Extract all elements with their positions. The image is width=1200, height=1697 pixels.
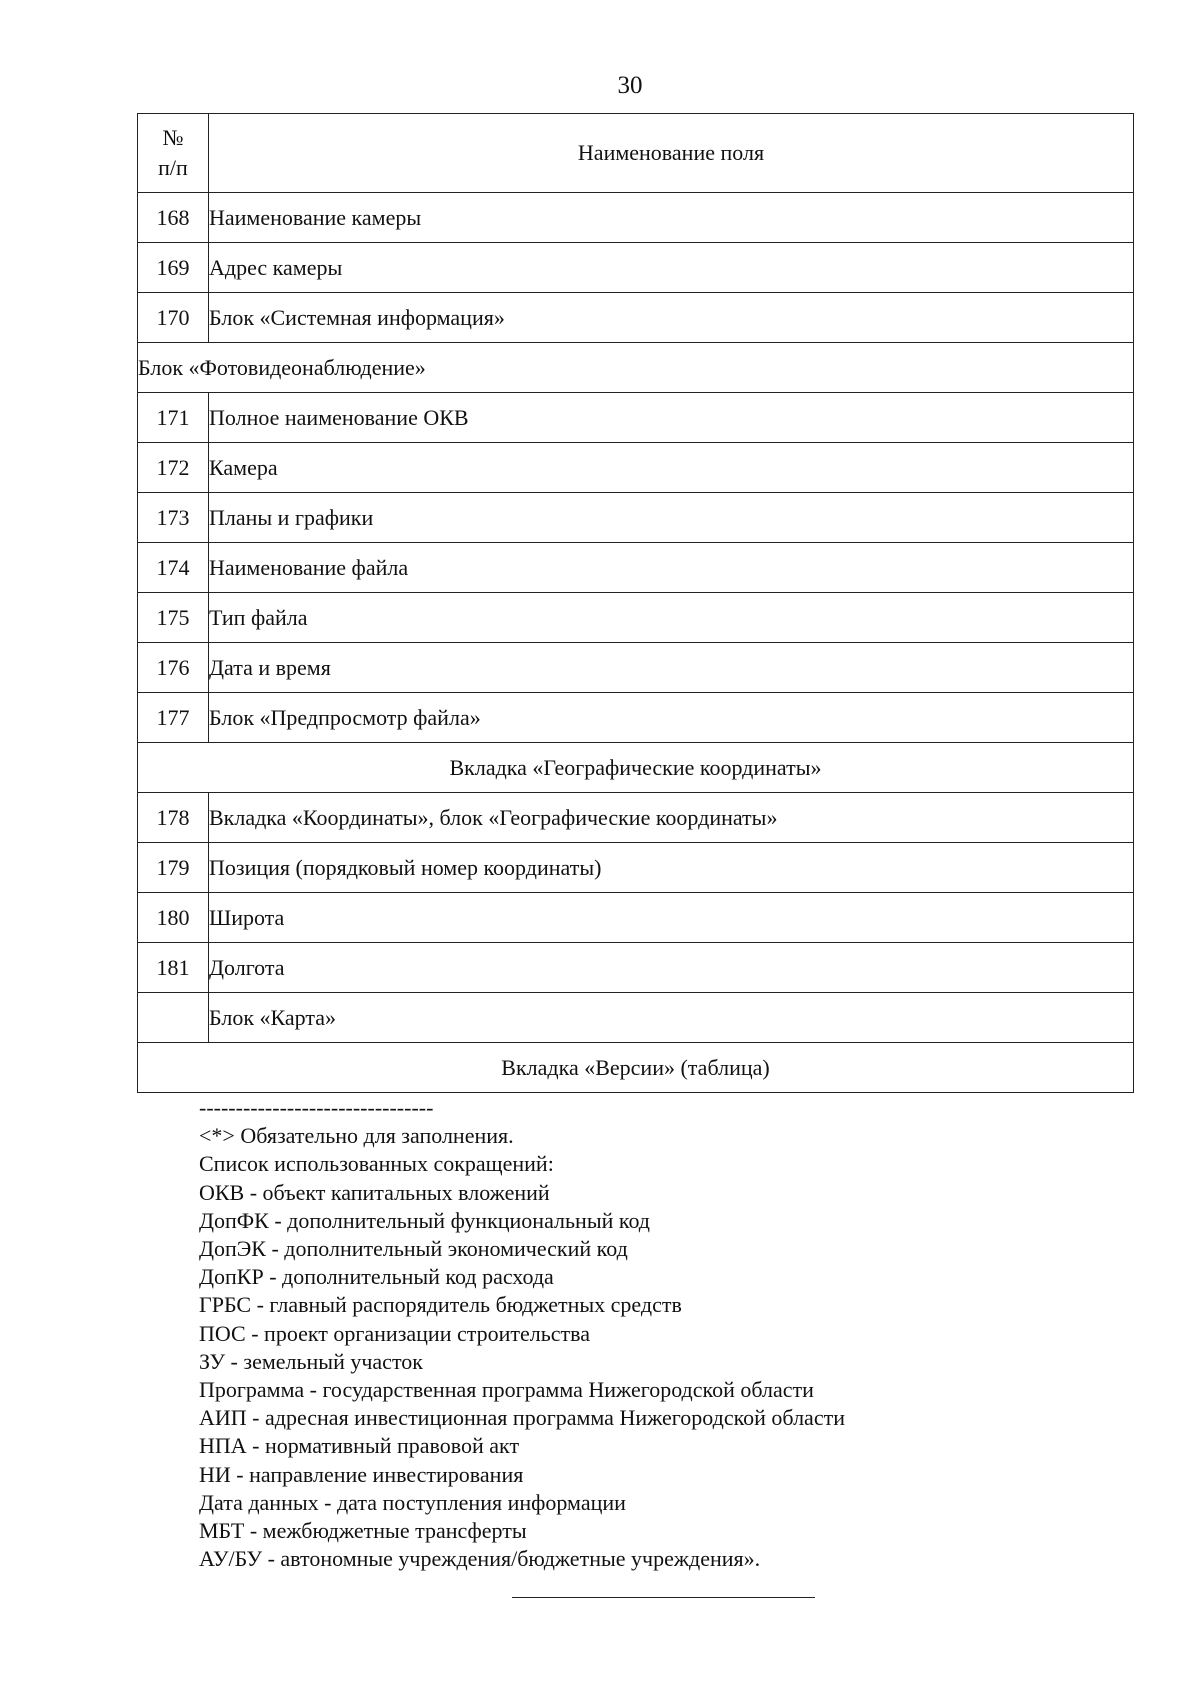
footnote-line: ДопЭК - дополнительный экономический код — [199, 1236, 628, 1262]
row-field-name: Наименование файла — [209, 543, 1134, 593]
table-row — [138, 1043, 1134, 1093]
footnote-line: <*> Обязательно для заполнения. — [199, 1123, 514, 1149]
table-row — [138, 243, 1134, 293]
row-number: 171 — [138, 393, 209, 443]
row-number: 170 — [138, 293, 209, 343]
footnote-line: ДопФК - дополнительный функциональный код — [199, 1207, 650, 1233]
fields-table — [137, 113, 1134, 1093]
row-number: 177 — [138, 693, 209, 743]
row-number: 173 — [138, 493, 209, 543]
row-field-name: Широта — [209, 893, 1134, 943]
table-row — [138, 193, 1134, 243]
table-header-row — [138, 114, 1134, 193]
row-field-name: Камера — [209, 443, 1134, 493]
table-row — [138, 743, 1134, 793]
footnote-line: ДопКР - дополнительный код расхода — [199, 1264, 554, 1290]
section-heading: Вкладка «Географические координаты» — [138, 743, 1134, 793]
row-number: 181 — [138, 943, 209, 993]
row-field-name: Адрес камеры — [209, 243, 1134, 293]
header-name-label: Наименование поля — [577, 140, 765, 165]
header-number-cell — [138, 114, 209, 193]
row-number: 169 — [138, 243, 209, 293]
row-number: 172 — [138, 443, 209, 493]
abbreviation-list — [199, 1122, 1099, 1573]
table-row — [138, 343, 1134, 393]
footnote-line: АУ/БУ - автономные учреждения/бюджетные учреждения». — [199, 1546, 761, 1572]
table-row — [138, 793, 1134, 843]
footnote-line: НИ - направление инвестирования — [199, 1461, 524, 1487]
footnote-line: ГРБС - главный распорядитель бюджетных средств — [199, 1292, 682, 1318]
table-row — [138, 493, 1134, 543]
footnote-line: ОКВ - объект капитальных вложений — [199, 1179, 550, 1205]
footnotes — [199, 1094, 1099, 1573]
row-number: 179 — [138, 843, 209, 893]
header-name-cell — [209, 114, 1134, 193]
footnote-line: Программа - государственная программа Нижегородской области — [199, 1377, 814, 1403]
row-field-name: Тип файла — [209, 593, 1134, 643]
section-heading: Блок «Фотовидеонаблюдение» — [138, 343, 1134, 393]
end-rule — [512, 1597, 815, 1598]
table-row — [138, 843, 1134, 893]
table-row — [138, 693, 1134, 743]
footnote-line: АИП - адресная инвестиционная программа Нижегородской области — [199, 1405, 845, 1431]
row-field-name: Позиция (порядковый номер координаты) — [209, 843, 1134, 893]
footnote-line: ПОС - проект организации строительства — [199, 1320, 591, 1346]
row-number: 175 — [138, 593, 209, 643]
footnote-line: МБТ - межбюджетные трансферты — [199, 1518, 527, 1544]
row-number: 176 — [138, 643, 209, 693]
table-row — [138, 993, 1134, 1043]
footnote-line: ЗУ - земельный участок — [199, 1348, 423, 1374]
row-number: 174 — [138, 543, 209, 593]
table-row — [138, 293, 1134, 343]
row-number — [138, 993, 209, 1043]
row-field-name: Полное наименование ОКВ — [209, 393, 1134, 443]
fields-table-body — [138, 114, 1134, 1093]
row-number: 168 — [138, 193, 209, 243]
row-field-name: Дата и время — [209, 643, 1134, 693]
table-row — [138, 943, 1134, 993]
table-row — [138, 643, 1134, 693]
table-row — [138, 543, 1134, 593]
table-row — [138, 443, 1134, 493]
footnote-line: Дата данных - дата поступления информации — [199, 1489, 626, 1515]
table-row — [138, 393, 1134, 443]
footnote-line: НПА - нормативный правовой акт — [199, 1433, 520, 1459]
page-number: 30 — [617, 72, 643, 99]
row-number: 180 — [138, 893, 209, 943]
row-number: 178 — [138, 793, 209, 843]
table-row — [138, 893, 1134, 943]
header-number-label: № п/п — [158, 125, 188, 180]
section-heading: Вкладка «Версии» (таблица) — [138, 1043, 1134, 1093]
row-field-name: Блок «Карта» — [209, 993, 1134, 1043]
row-field-name: Блок «Системная информация» — [209, 293, 1134, 343]
footnote-separator: -------------------------------- — [199, 1095, 434, 1120]
row-field-name: Планы и графики — [209, 493, 1134, 543]
row-field-name: Долгота — [209, 943, 1134, 993]
table-row — [138, 593, 1134, 643]
row-field-name: Наименование камеры — [209, 193, 1134, 243]
row-field-name: Вкладка «Координаты», блок «Географические координаты» — [209, 793, 1134, 843]
row-field-name: Блок «Предпросмотр файла» — [209, 693, 1134, 743]
footnote-line: Список использованных сокращений: — [199, 1151, 554, 1177]
